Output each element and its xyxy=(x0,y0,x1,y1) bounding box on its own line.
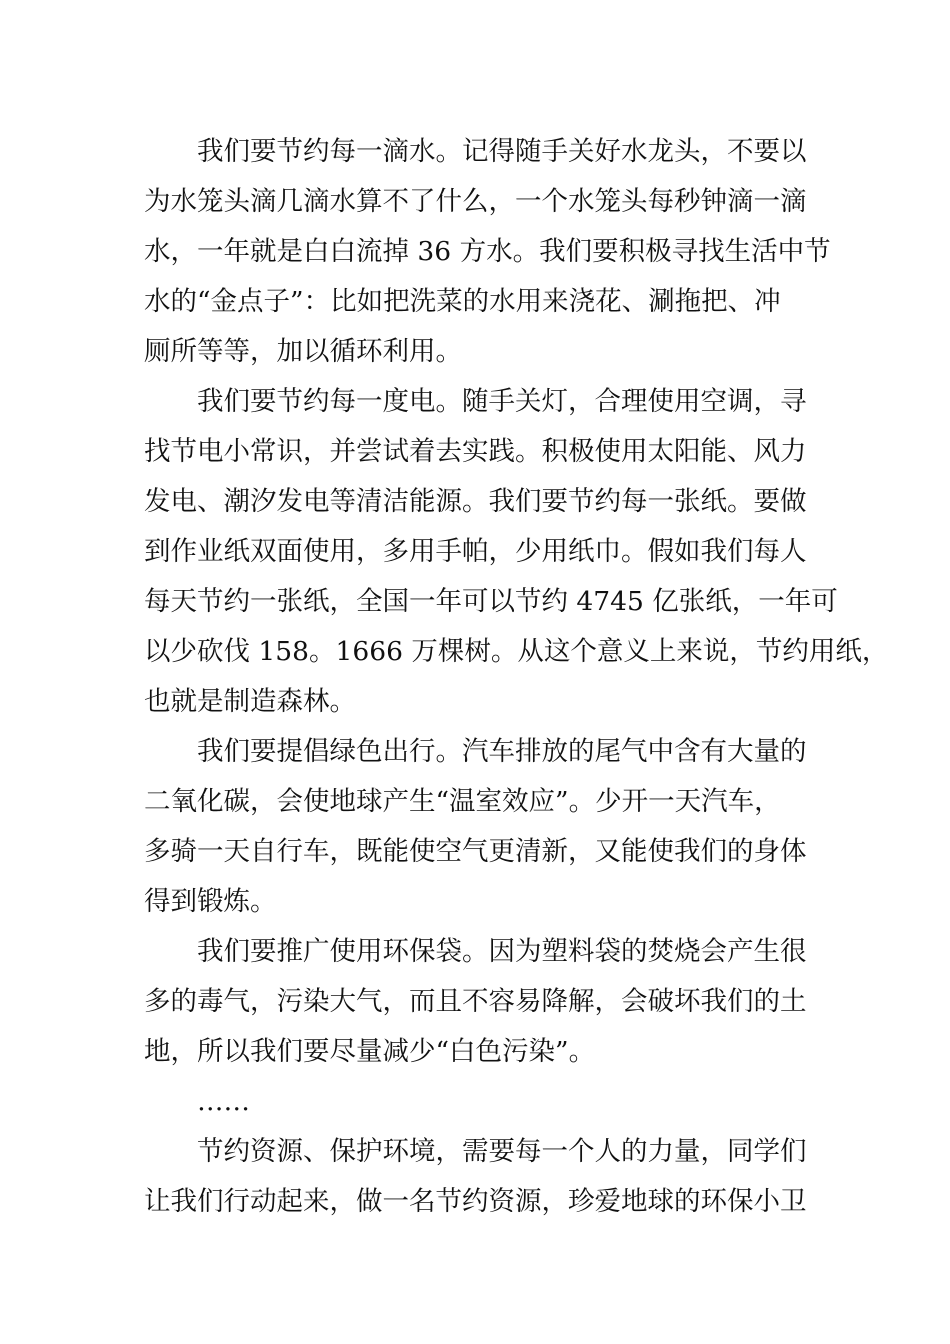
text-line: 地，所以我们要尽量减少“白色污染”。 xyxy=(144,1036,596,1067)
text-line: 找节电小常识，并尝试着去实践。积极使用太阳能、风力 xyxy=(144,436,807,467)
text-line: 多的毒气，污染大气，而且不容易降解，会破坏我们的土 xyxy=(144,986,807,1017)
text-line: 也就是制造森林。 xyxy=(144,686,356,717)
text-line: 每天节约一张纸，全国一年可以节约 4745 亿张纸，一年可 xyxy=(144,586,838,617)
text-line: 二氧化碳，会使地球产生“温室效应”。少开一天汽车， xyxy=(144,786,781,817)
text-line: 得到锻炼。 xyxy=(144,886,277,917)
text-line: 到作业纸双面使用，多用手帕，少用纸巾。假如我们每人 xyxy=(144,536,807,567)
text-line: 发电、潮汐发电等清洁能源。我们要节约每一张纸。要做 xyxy=(144,486,807,517)
text-line: 以少砍伐 158。1666 万棵树。从这个意义上来说，节约用纸， xyxy=(144,636,889,667)
text-line: 为水笼头滴几滴水算不了什么，一个水笼头每秒钟滴一滴 xyxy=(144,186,807,217)
text-line: 厕所等等，加以循环利用。 xyxy=(144,336,462,367)
text-line: 节约资源、保护环境，需要每一个人的力量，同学们 xyxy=(144,1136,807,1167)
text-line: 多骑一天自行车，既能使空气更清新，又能使我们的身体 xyxy=(144,836,807,867)
text-line: 我们要推广使用环保袋。因为塑料袋的焚烧会产生很 xyxy=(144,936,807,967)
text-line: 我们要提倡绿色出行。汽车排放的尾气中含有大量的 xyxy=(144,736,807,767)
text-line: 我们要节约每一滴水。记得随手关好水龙头，不要以 xyxy=(144,136,807,167)
text-line: 水的“金点子”：比如把洗菜的水用来浇花、涮拖把、冲 xyxy=(144,286,781,317)
text-line: 水，一年就是白白流掉 36 方水。我们要积极寻找生活中节 xyxy=(144,236,831,267)
text-line: 我们要节约每一度电。随手关灯，合理使用空调，寻 xyxy=(144,386,807,417)
ellipsis-line: …… xyxy=(144,1086,250,1117)
text-line: 让我们行动起来，做一名节约资源，珍爱地球的环保小卫 xyxy=(144,1186,807,1217)
